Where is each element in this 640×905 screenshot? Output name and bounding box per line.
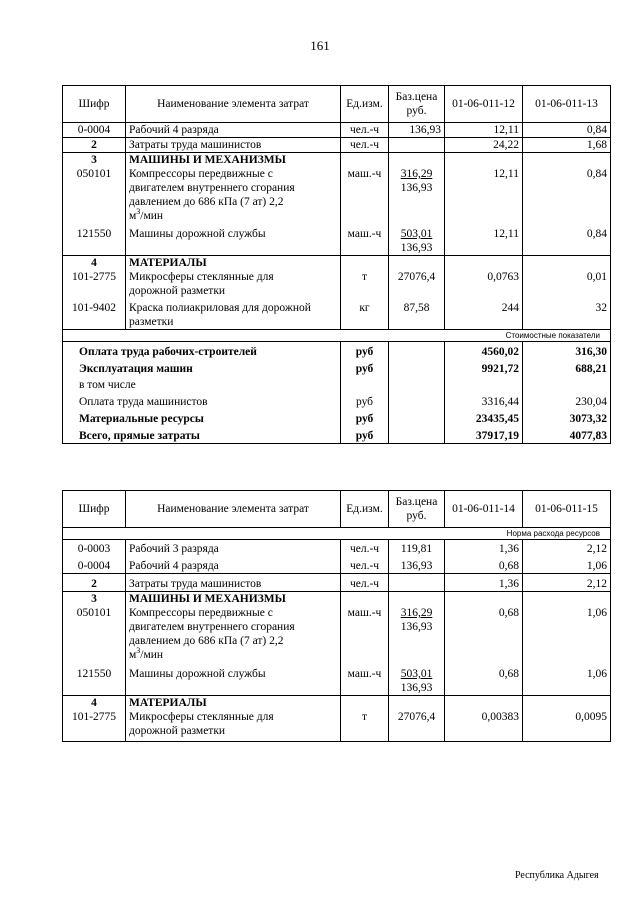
summary-name: Эксплуатация машин: [63, 359, 341, 376]
section-label-row: [63, 330, 611, 342]
row-name: Рабочий 4 разряда: [126, 556, 341, 574]
row-name: Краска полиакриловая для дорожной разметки: [126, 298, 341, 330]
row-unit: маш.-ч: [341, 662, 389, 696]
row-name: Затраты труда машинистов: [126, 574, 341, 592]
header-col-a: 01-06-011-14: [445, 491, 523, 528]
row-value-b: 1,06: [523, 556, 611, 574]
header-code: Шифр: [63, 491, 126, 528]
row-code: 2: [63, 574, 126, 592]
summary-value-b: 230,04: [523, 392, 611, 409]
row-unit: кг: [341, 298, 389, 330]
section-row: [63, 256, 611, 271]
table-row: [63, 167, 611, 223]
table-header: [63, 491, 611, 528]
page-number: 161: [310, 38, 330, 53]
row-value-a: 1,36: [445, 540, 523, 557]
row-price: 503,01 136,93: [389, 662, 445, 696]
row-unit: чел.-ч: [341, 556, 389, 574]
row-code: 0-0004: [63, 556, 126, 574]
row-value-b: 0,84: [523, 167, 611, 223]
summary-unit: руб: [341, 426, 389, 444]
row-price: 136,93: [389, 556, 445, 574]
table-row: [63, 270, 611, 298]
row-name: Рабочий 4 разряда: [126, 123, 341, 138]
summary-value-a: 4560,02: [445, 342, 523, 360]
row-value-a: 1,36: [445, 574, 523, 592]
row-code: 2: [63, 138, 126, 153]
summary-row: [63, 409, 611, 426]
table-row: [63, 298, 611, 330]
table-row: [63, 662, 611, 696]
row-value-b: 32: [523, 298, 611, 330]
row-name: Компрессоры передвижные с двигателем внутреннего сгорания давлением до 686 кПа (7 ат) 2,2 $м^3$/мин: [126, 167, 341, 223]
table-row: [63, 223, 611, 256]
row-code: 4: [63, 696, 126, 711]
header-price-line2: руб.: [406, 510, 427, 522]
row-value-b: 2,12: [523, 574, 611, 592]
summary-value-b: 316,30: [523, 342, 611, 360]
summary-value-b: 3073,32: [523, 409, 611, 426]
row-value-a: 24,22: [445, 138, 523, 153]
section-row: [63, 153, 611, 168]
footer-region: Республика Адыгея: [515, 870, 599, 881]
section-label: Стоимостные показатели: [63, 330, 611, 342]
row-name: Рабочий 3 разряда: [126, 540, 341, 557]
summary-unit: руб: [341, 342, 389, 360]
summary-value-a: 9921,72: [445, 359, 523, 376]
row-code: 3: [63, 153, 126, 168]
row-name: Микросферы стеклянные для дорожной разметки: [126, 710, 341, 742]
row-value-b: 2,12: [523, 540, 611, 557]
summary-unit: руб: [341, 409, 389, 426]
cost-table-1: [62, 85, 611, 444]
row-code: 121550: [63, 662, 126, 696]
header-price: [389, 86, 445, 123]
row-code: 101-2775: [63, 270, 126, 298]
row-value-b: 0,84: [523, 123, 611, 138]
row-unit: маш.-ч: [341, 606, 389, 662]
summary-name: в том числе: [63, 376, 341, 392]
summary-name: Всего, прямые затраты: [63, 426, 341, 444]
header-col-b: 01-06-011-13: [523, 86, 611, 123]
row-price: 119,81: [389, 540, 445, 557]
summary-unit: руб: [341, 359, 389, 376]
table-header: [63, 86, 611, 123]
table-row: [63, 606, 611, 662]
row-unit: маш.-ч: [341, 223, 389, 256]
row-name: Микросферы стеклянные для дорожной разметки: [126, 270, 341, 298]
row-unit: чел.-ч: [341, 540, 389, 557]
header-price: [389, 491, 445, 528]
section-label-row: [63, 528, 611, 540]
header-col-b: 01-06-011-15: [523, 491, 611, 528]
table-row: [63, 574, 611, 592]
row-code: 121550: [63, 223, 126, 256]
row-unit: т: [341, 270, 389, 298]
row-value-a: 12,11: [445, 167, 523, 223]
row-code: 101-9402: [63, 298, 126, 330]
row-value-a: 0,00383: [445, 710, 523, 742]
row-value-b: 0,0095: [523, 710, 611, 742]
row-price: 316,29 136,93: [389, 606, 445, 662]
row-name: Затраты труда машинистов: [126, 138, 341, 153]
row-price: 136,93: [389, 123, 445, 138]
summary-row: [63, 342, 611, 360]
table-row: [63, 710, 611, 742]
row-value-a: 0,68: [445, 556, 523, 574]
summary-name: Материальные ресурсы: [63, 409, 341, 426]
summary-row: [63, 359, 611, 376]
summary-row: [63, 376, 611, 392]
table-row: [63, 123, 611, 138]
row-unit: т: [341, 710, 389, 742]
header-price-line1: Баз.цена: [395, 91, 438, 103]
section-title: МАШИНЫ И МЕХАНИЗМЫ: [126, 153, 341, 168]
section-row: [63, 592, 611, 607]
row-code: 0-0004: [63, 123, 126, 138]
summary-value-b: 688,21: [523, 359, 611, 376]
summary-name: Оплата труда машинистов: [63, 392, 341, 409]
header-unit: Ед.изм.: [341, 86, 389, 123]
header-name: Наименование элемента затрат: [126, 491, 341, 528]
row-value-b: 1,68: [523, 138, 611, 153]
table-row: [63, 138, 611, 153]
row-name: Компрессоры передвижные с двигателем внутреннего сгорания давлением до 686 кПа (7 ат) 2,2 $м^3$/мин: [126, 606, 341, 662]
summary-value-a: 3316,44: [445, 392, 523, 409]
row-value-b: 1,06: [523, 662, 611, 696]
row-price: 87,58: [389, 298, 445, 330]
table-row: [63, 556, 611, 574]
summary-value-b: 4077,83: [523, 426, 611, 444]
summary-row: [63, 426, 611, 444]
row-value-a: 0,68: [445, 662, 523, 696]
row-value-a: 0,0763: [445, 270, 523, 298]
row-name: Машины дорожной службы: [126, 223, 341, 256]
row-value-b: 0,84: [523, 223, 611, 256]
row-value-b: 1,06: [523, 606, 611, 662]
header-unit: Ед.изм.: [341, 491, 389, 528]
summary-name: Оплата труда рабочих-строителей: [63, 342, 341, 360]
summary-row: [63, 392, 611, 409]
row-code: 050101: [63, 167, 126, 223]
row-code: 4: [63, 256, 126, 271]
summary-unit: руб: [341, 392, 389, 409]
summary-value-a: 23435,45: [445, 409, 523, 426]
row-code: 101-2775: [63, 710, 126, 742]
row-value-a: 244: [445, 298, 523, 330]
header-code: Шифр: [63, 86, 126, 123]
row-unit: чел.-ч: [341, 123, 389, 138]
section-label: Норма расхода ресурсов: [63, 528, 611, 540]
section-title: МАТЕРИАЛЫ: [126, 256, 341, 271]
row-price: 316,29 136,93: [389, 167, 445, 223]
header-price-line1: Баз.цена: [395, 496, 438, 508]
row-value-a: 12,11: [445, 123, 523, 138]
row-name: Машины дорожной службы: [126, 662, 341, 696]
row-code: 3: [63, 592, 126, 607]
row-unit: чел.-ч: [341, 138, 389, 153]
header-col-a: 01-06-011-12: [445, 86, 523, 123]
summary-value-a: 37917,19: [445, 426, 523, 444]
row-unit: чел.-ч: [341, 574, 389, 592]
cost-table-2: [62, 490, 611, 742]
row-code: 050101: [63, 606, 126, 662]
header-name: Наименование элемента затрат: [126, 86, 341, 123]
section-title: МАТЕРИАЛЫ: [126, 696, 341, 711]
section-title: МАШИНЫ И МЕХАНИЗМЫ: [126, 592, 341, 607]
row-price: 503,01 136,93: [389, 223, 445, 256]
header-price-line2: руб.: [406, 105, 427, 117]
row-price: 27076,4: [389, 710, 445, 742]
row-price: 27076,4: [389, 270, 445, 298]
row-value-b: 0,01: [523, 270, 611, 298]
row-value-a: 12,11: [445, 223, 523, 256]
row-unit: маш.-ч: [341, 167, 389, 223]
row-code: 0-0003: [63, 540, 126, 557]
table-row: [63, 540, 611, 557]
row-value-a: 0,68: [445, 606, 523, 662]
section-row: [63, 696, 611, 711]
